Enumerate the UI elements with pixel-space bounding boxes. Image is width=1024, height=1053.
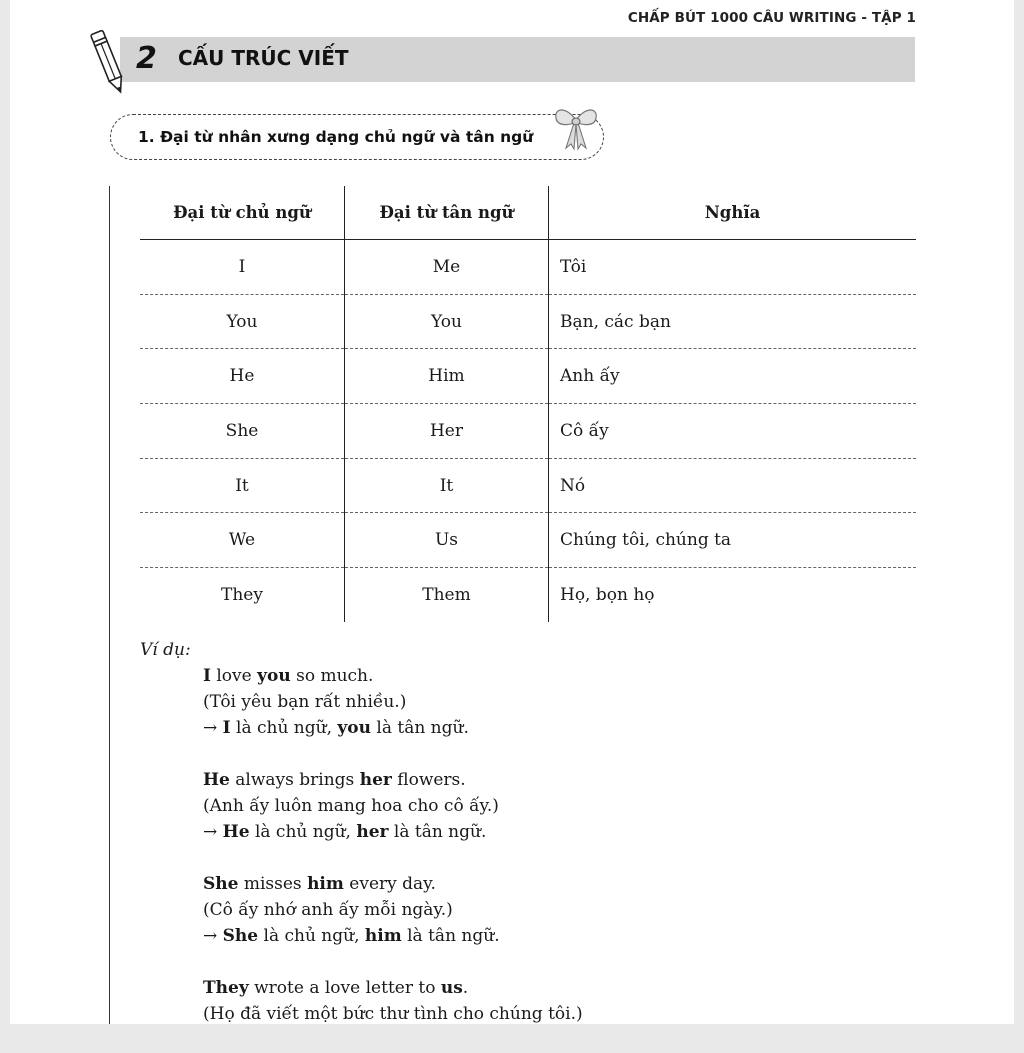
table-row [140, 568, 916, 622]
subject-pronoun-cell: I [140, 240, 345, 295]
table-row [140, 240, 916, 295]
example-sentence: They wrote a love letter to us. [203, 978, 469, 998]
meaning-cell: Họ, bọn họ [560, 584, 655, 605]
pencil-icon [86, 26, 132, 98]
column-header-meaning: Nghĩa [549, 186, 917, 240]
example-translation: (Họ đã viết một bức thư tình cho chúng tôi.) [203, 1004, 583, 1024]
example-group [203, 871, 900, 949]
example-explanation: → I là chủ ngữ, you là tân ngữ. [203, 718, 469, 738]
column-header-object: Đại từ tân ngữ [345, 186, 549, 240]
object-pronoun-cell: Her [345, 404, 549, 459]
examples-label: Ví dụ: [140, 640, 191, 660]
pronoun-table [140, 186, 916, 622]
example-group [203, 975, 900, 1027]
object-pronoun-cell: Me [345, 240, 549, 295]
subject-pronoun-cell: You [140, 294, 345, 349]
table-margin-rule [109, 186, 110, 1024]
example-group [203, 767, 900, 845]
meaning-cell: Bạn, các bạn [549, 294, 917, 349]
table-row [140, 404, 916, 459]
object-pronoun-cell: It [345, 458, 549, 513]
table-row [140, 458, 916, 513]
ribbon-bow-icon [550, 102, 602, 154]
section-title: CẤU TRÚC VIẾT [178, 46, 349, 70]
table-header-row [140, 186, 916, 240]
object-pronoun-cell: Us [345, 513, 549, 568]
running-header: CHẤP BÚT 1000 CÂU WRITING - TẬP 1 [627, 10, 916, 26]
subject-pronoun-cell: She [140, 404, 345, 459]
meaning-cell: Anh ấy [549, 349, 917, 404]
example-explanation: → She là chủ ngữ, him là tân ngữ. [203, 926, 500, 946]
object-pronoun-cell: Them [345, 568, 549, 622]
object-pronoun-cell: You [345, 294, 549, 349]
example-sentence: He always brings her flowers. [203, 770, 466, 790]
subject-pronoun-cell: He [140, 349, 345, 404]
example-translation: (Anh ấy luôn mang hoa cho cô ấy.) [203, 796, 499, 816]
subject-pronoun-cell: They [140, 568, 345, 622]
examples-section [140, 637, 900, 1053]
meaning-cell: Chúng tôi, chúng ta [549, 513, 917, 568]
meaning-cell: Cô ấy [549, 404, 917, 459]
example-group [203, 663, 900, 741]
example-sentence: I love you so much. [203, 666, 374, 686]
table-row [140, 349, 916, 404]
example-sentence: She misses him every day. [203, 874, 436, 894]
column-header-subject: Đại từ chủ ngữ [140, 186, 345, 240]
table-row [140, 513, 916, 568]
table-row [140, 294, 916, 349]
example-translation: (Cô ấy nhớ anh ấy mỗi ngày.) [203, 900, 453, 920]
object-pronoun-cell: Him [345, 349, 549, 404]
meaning-cell: Tôi [549, 240, 917, 295]
meaning-cell: Nó [549, 458, 917, 513]
subheading-title: 1. Đại từ nhân xưng dạng chủ ngữ và tân ngữ [138, 128, 534, 146]
example-explanation: → He là chủ ngữ, her là tân ngữ. [203, 822, 487, 842]
subject-pronoun-cell: It [140, 458, 345, 513]
subject-pronoun-cell: We [140, 513, 345, 568]
example-translation: (Tôi yêu bạn rất nhiều.) [203, 692, 407, 712]
section-number: 2 [136, 41, 157, 76]
